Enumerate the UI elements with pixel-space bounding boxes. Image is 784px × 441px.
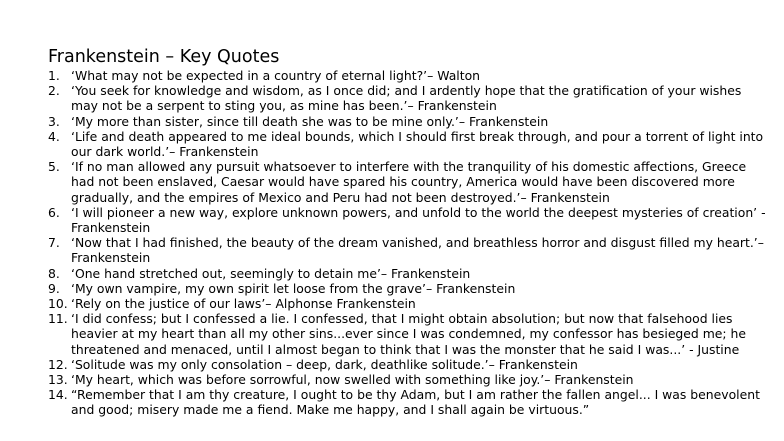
quote-item: [48, 387, 770, 417]
quote-number: 6.: [48, 204, 60, 220]
quote-number: 4.: [48, 128, 60, 144]
quote-number: 8.: [48, 265, 60, 281]
quote-text: ‘My heart, which was before sorrowful, now swelled with something like joy.’– Frankenstein: [71, 372, 634, 388]
quote-number: 14.: [48, 387, 68, 403]
quote-text: “Remember that I am thy creature, I ought to be thy Adam, but I am rather the fallen angel... I was benevolent and good; misery made me a fiend. Make me happy, and I shall again be virtuous.”: [71, 387, 760, 418]
quote-text: ‘Now that I had finished, the beauty of the dream vanished, and breathless horror and disgust filled my heart.’– Frankenstein: [71, 235, 764, 266]
quote-number: 1.: [48, 68, 60, 83]
quote-text: ‘I will pioneer a new way, explore unknown powers, and unfold to the world the deepest mysteries of creation’ - Frankenstein: [71, 204, 766, 236]
quote-item: [48, 357, 770, 372]
quote-item: [48, 235, 770, 265]
quote-text: ‘Life and death appeared to me ideal bounds, which I should first break through, and pour a torrent of light into our dark world.’– Frankenstein: [71, 128, 764, 160]
quote-item: [48, 205, 770, 235]
quote-item: [48, 311, 770, 357]
quote-item: [48, 114, 770, 129]
quote-number: 7.: [48, 235, 60, 251]
quote-item: [48, 372, 770, 387]
document-page: [48, 46, 770, 418]
quote-item: [48, 296, 770, 311]
document-title: Frankenstein – Key Quotes: [48, 47, 280, 67]
quote-number: 2.: [48, 83, 60, 99]
quote-item: [48, 266, 770, 281]
quote-text: ‘My more than sister, since till death she was to be mine only.’– Frankenstein: [71, 113, 549, 129]
quote-text: ‘One hand stretched out, seemingly to detain me’– Frankenstein: [71, 265, 471, 281]
quote-text: ‘My own vampire, my own spirit let loose from the grave’– Frankenstein: [71, 280, 516, 296]
quote-number: 12.: [48, 356, 68, 372]
quote-number: 5.: [48, 159, 60, 175]
quote-item: [48, 159, 770, 205]
quote-text: ‘Rely on the justice of our laws’– Alphonse Frankenstein: [71, 296, 416, 312]
quote-number: 9.: [48, 280, 60, 296]
quote-number: 13.: [48, 372, 68, 388]
quote-number: 3.: [48, 113, 60, 129]
quote-item: [48, 281, 770, 296]
quote-item: [48, 129, 770, 159]
quote-text: ‘You seek for knowledge and wisdom, as I once did; and I ardently hope that the gratification of your wishes may not be a serpent to sting you, as mine has been.’– Frankenstein: [71, 83, 742, 114]
quote-text: ‘I did confess; but I confessed a lie. I confessed, that I might obtain absolution; but now that falsehood lies heavier at my heart than all my other sins...ever since I was condemned, my confessor has besieged me; he threatened and menaced, until I almost began to think that I was the monster that he said I was...’ - Justine: [71, 311, 747, 357]
quote-text: ‘If no man allowed any pursuit whatsoever to interfere with the tranquility of his domestic affections, Greece had not been enslaved, Caesar would have spared his country, America would have been discovered more gradually, and the empires of Mexico and Peru had not been destroyed.’– Frankenstein: [71, 159, 747, 205]
quote-item: [48, 83, 770, 113]
quote-number: 10.: [48, 296, 68, 312]
quote-text: ‘Solitude was my only consolation – deep, dark, deathlike solitude.’– Frankenstein: [71, 356, 578, 372]
quote-number: 11.: [48, 311, 68, 327]
quotes-list: [48, 68, 770, 418]
quote-text: ‘What may not be expected in a country of eternal light?’– Walton: [71, 68, 481, 83]
quote-item: [48, 68, 770, 83]
